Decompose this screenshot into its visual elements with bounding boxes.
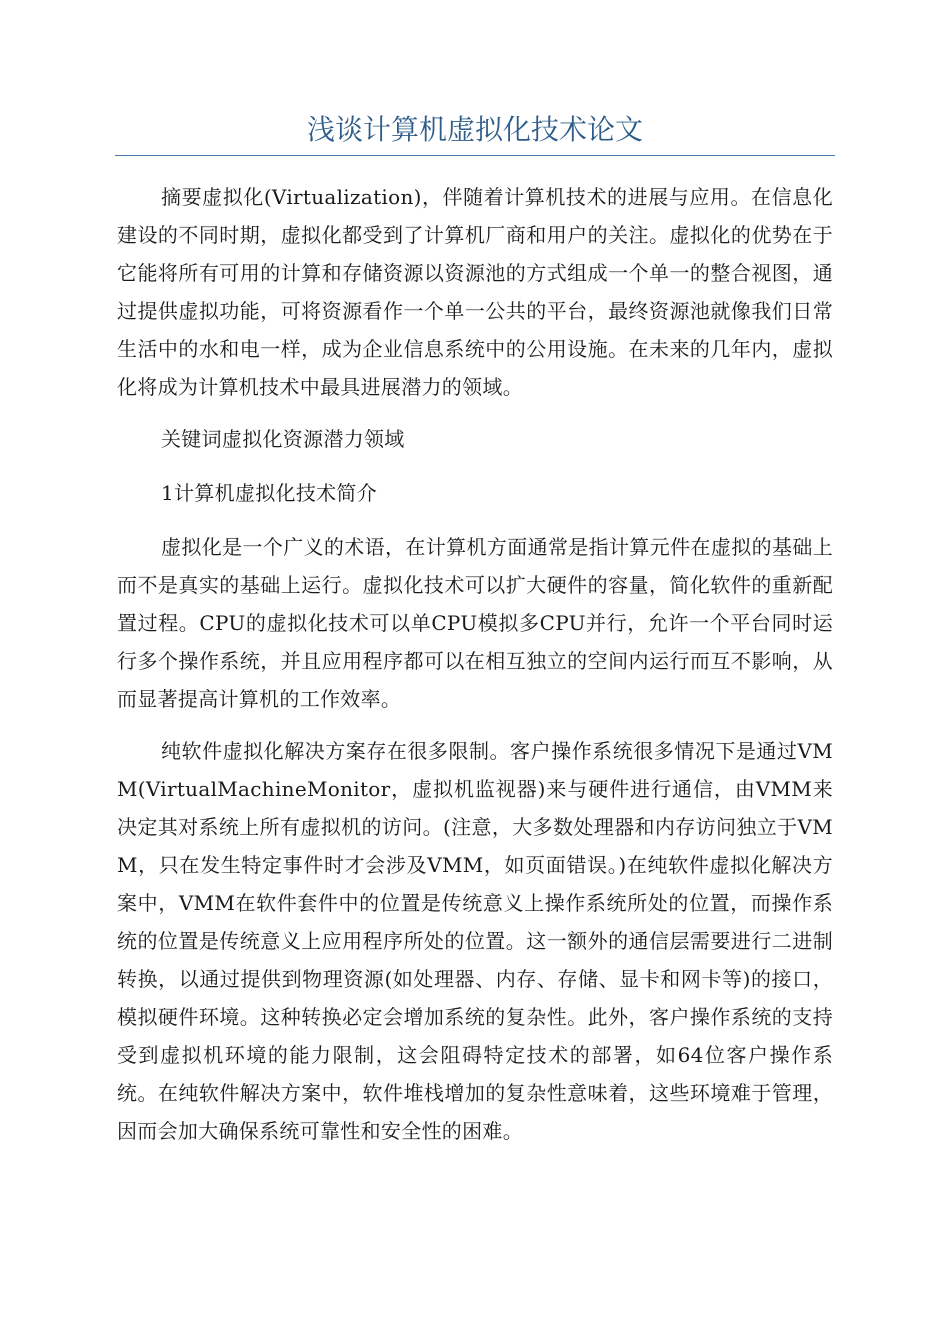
body-paragraph: 纯软件虚拟化解决方案存在很多限制。客户操作系统很多情况下是通过VMM(VirtualMachineMonitor，虚拟机监视器)来与硬件进行通信，由VMM来决定其对系统上所有虚拟机的访问。(注意，大多数处理器和内存访问独立于VMM，只在发生特定事件时才会涉及VMM，如页面错误。)在纯软件虚拟化解决方案中，VMM在软件套件中的位置是传统意义上操作系统所处的位置，而操作系统的位置是传统意义上应用程序所处的位置。这一额外的通信层需要进行二进制转换，以通过提供到物理资源(如处理器、内存、存储、显卡和网卡等)的接口，模拟硬件环境。这种转换必定会增加系统的复杂性。此外，客户操作系统的支持受到虚拟机环境的能力限制，这会阻碍特定技术的部署，如64位客户操作系统。在纯软件解决方案中，软件堆栈增加的复杂性意味着，这些环境难于管理，因而会加大确保系统可靠性和安全性的困难。: [117, 739, 833, 1143]
title-underline: [115, 155, 835, 156]
document-body: [117, 178, 833, 1164]
keywords-paragraph: 关键词虚拟化资源潜力领域: [161, 427, 405, 451]
section-heading: 1计算机虚拟化技术简介: [161, 481, 378, 505]
document-title: 浅谈计算机虚拟化技术论文: [306, 113, 643, 146]
body-paragraph: 虚拟化是一个广义的术语，在计算机方面通常是指计算元件在虚拟的基础上而不是真实的基础上运行。虚拟化技术可以扩大硬件的容量，简化软件的重新配置过程。CPU的虚拟化技术可以单CPU模拟多CPU并行，允许一个平台同时运行多个操作系统，并且应用程序都可以在相互独立的空间内运行而互不影响，从而显著提高计算机的工作效率。: [117, 535, 833, 711]
abstract-paragraph: 摘要虚拟化(Virtualization)，伴随着计算机技术的进展与应用。在信息化建设的不同时期，虚拟化都受到了计算机厂商和用户的关注。虚拟化的优势在于它能将所有可用的计算和存储资源以资源池的方式组成一个单一的整合视图，通过提供虚拟功能，可将资源看作一个单一公共的平台，最终资源池就像我们日常生活中的水和电一样，成为企业信息系统中的公用设施。在未来的几年内，虚拟化将成为计算机技术中最具进展潜力的领域。: [117, 185, 833, 399]
